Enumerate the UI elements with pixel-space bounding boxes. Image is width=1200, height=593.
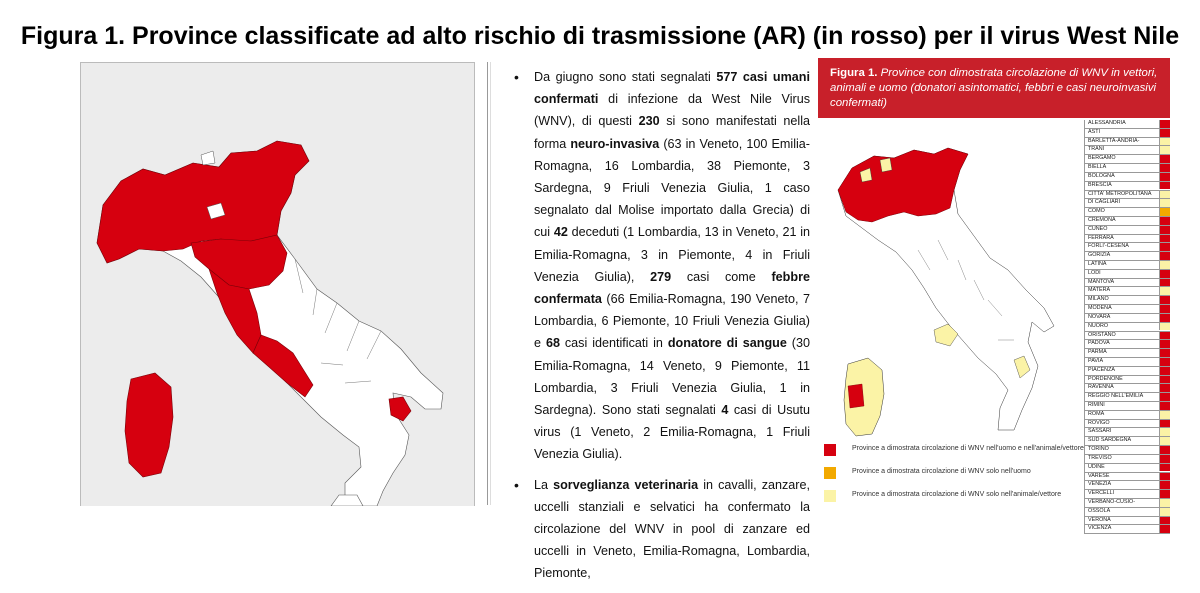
province-name: GORIZIA xyxy=(1088,252,1111,259)
province-row xyxy=(1084,428,1170,437)
province-status-swatch xyxy=(1159,182,1170,190)
province-row xyxy=(1084,155,1170,164)
province-name: LATINA xyxy=(1088,261,1107,267)
province-status-swatch xyxy=(1159,499,1170,507)
province-status-swatch xyxy=(1159,191,1170,199)
province-name: VICENZA xyxy=(1088,525,1112,532)
text-segment: febbre confermata xyxy=(534,269,810,307)
text-segment: sorveglianza veterinaria xyxy=(553,477,699,492)
province-row xyxy=(1084,508,1170,517)
province-name: PAVIA xyxy=(1088,357,1104,364)
province-status-swatch xyxy=(1159,235,1170,243)
text-segment: casi di Usutu virus (1 Veneto, 2 Emilia-Romagna, 1 Friuli Venezia Giulia). xyxy=(534,403,811,462)
province-status-swatch xyxy=(1159,164,1170,172)
province-name: RIMINI xyxy=(1088,402,1105,408)
province-status-swatch xyxy=(1159,473,1170,481)
text-segment: casi come xyxy=(671,269,772,284)
province-status-swatch xyxy=(1159,481,1170,489)
legend-label: Province a dimostrata circolazione di WNV solo nell'uomo xyxy=(852,468,1031,475)
province-row xyxy=(1084,279,1170,288)
human-cases-paragraph xyxy=(514,66,810,466)
province-name: MANTOVA xyxy=(1088,278,1115,285)
figure-legend xyxy=(822,442,1082,511)
province-status-swatch xyxy=(1159,437,1170,445)
italy-circulation-map-icon xyxy=(818,120,1080,438)
province-status-swatch xyxy=(1159,393,1170,401)
figure-label: Figura 1. xyxy=(830,67,878,79)
province-name: VERCELLI xyxy=(1088,490,1115,497)
province-row xyxy=(1084,367,1170,376)
province-name: ORISTANO xyxy=(1088,331,1116,338)
text-segment: si sono manifestati nella forma xyxy=(534,114,810,151)
legend-label: Province a dimostrata circolazione di WNV solo nell'animale/vettore xyxy=(852,491,1062,498)
province-row xyxy=(1084,120,1170,129)
province-row xyxy=(1084,332,1170,341)
province-status-swatch xyxy=(1159,314,1170,322)
province-row xyxy=(1084,340,1170,349)
text-segment: (30 Emilia-Romagna, 14 Veneto, 9 Piemonte, 11 Lombardia, 3 Friuli Venezia Giulia, 1 in Sardegna). Sono stati segnalati xyxy=(534,336,811,418)
province-row xyxy=(1084,208,1170,217)
province-row xyxy=(1084,261,1170,270)
province-name: FORLI'-CESENA xyxy=(1088,243,1129,250)
province-status-swatch xyxy=(1159,455,1170,463)
province-name: MATERA xyxy=(1088,287,1111,294)
text-segment: 279 xyxy=(650,269,672,284)
legend-swatch xyxy=(824,490,836,502)
province-status-swatch xyxy=(1159,508,1170,516)
province-row xyxy=(1084,173,1170,182)
text-segment: Da giugno sono stati segnalati xyxy=(534,70,717,84)
province-status-swatch xyxy=(1159,305,1170,313)
province-row xyxy=(1084,146,1170,155)
text-segment: 577 casi umani confermati xyxy=(534,70,810,107)
province-name: TRANI xyxy=(1088,146,1105,153)
summary-text-column xyxy=(514,66,810,593)
province-status-swatch xyxy=(1159,464,1170,472)
province-row xyxy=(1084,191,1170,200)
text-segment: neuro-invasiva xyxy=(570,136,660,151)
legend-entry xyxy=(822,488,1082,511)
province-row xyxy=(1084,270,1170,279)
province-name: MODENA xyxy=(1088,305,1112,312)
province-name: BARLETTA-ANDRIA- xyxy=(1088,137,1140,144)
province-row xyxy=(1084,129,1170,138)
province-status-swatch xyxy=(1159,517,1170,525)
province-name: MILANO xyxy=(1088,296,1109,303)
text-segment: 4 xyxy=(721,403,729,418)
province-status-swatch xyxy=(1159,155,1170,163)
italy-risk-map-icon xyxy=(81,63,474,506)
province-status-swatch xyxy=(1159,296,1170,304)
province-status-swatch xyxy=(1159,332,1170,340)
province-status-swatch xyxy=(1159,358,1170,366)
province-name: TREVISO xyxy=(1088,454,1112,461)
province-status-swatch xyxy=(1159,120,1170,128)
province-status-swatch xyxy=(1159,199,1170,207)
province-row xyxy=(1084,437,1170,446)
province-status-swatch xyxy=(1159,287,1170,295)
province-row xyxy=(1084,455,1170,464)
figure-header xyxy=(818,58,1170,118)
legend-label: Province a dimostrata circolazione di WNV nell'uomo e nell'animale/vettore xyxy=(852,445,1084,452)
province-status-swatch xyxy=(1159,490,1170,498)
province-row xyxy=(1084,473,1170,482)
province-name: BERGAMO xyxy=(1088,155,1116,162)
province-name: PIACENZA xyxy=(1088,366,1115,373)
province-row xyxy=(1084,358,1170,367)
province-status-swatch xyxy=(1159,252,1170,260)
province-status-swatch xyxy=(1159,367,1170,375)
province-status-swatch xyxy=(1159,446,1170,454)
legend-entry xyxy=(822,465,1082,488)
text-segment: 230 xyxy=(638,114,660,129)
sardinia-red-region xyxy=(125,373,173,477)
province-name: COMO xyxy=(1088,208,1105,215)
text-segment: di infezione da West Nile Virus (WNV), di questi xyxy=(534,92,810,129)
province-name: VENEZIA xyxy=(1088,481,1112,488)
province-name: CUNEO xyxy=(1088,225,1108,232)
province-row xyxy=(1084,252,1170,261)
province-status-swatch xyxy=(1159,349,1170,357)
province-status-swatch xyxy=(1159,208,1170,216)
province-name: BIELLA xyxy=(1088,164,1107,171)
province-row xyxy=(1084,349,1170,358)
province-row xyxy=(1084,243,1170,252)
province-name: ROVIGO xyxy=(1088,419,1110,426)
province-name: NOVARA xyxy=(1088,313,1111,320)
province-name: PADOVA xyxy=(1088,340,1110,347)
province-name: PARMA xyxy=(1088,349,1107,356)
province-row xyxy=(1084,481,1170,490)
province-status-swatch xyxy=(1159,138,1170,146)
province-name: ASTI xyxy=(1088,128,1100,135)
province-status-swatch xyxy=(1159,146,1170,154)
province-name: ALESSANDRIA xyxy=(1088,120,1126,126)
province-row xyxy=(1084,446,1170,455)
text-segment: in cavalli, zanzare, uccelli stanziali e selvatici ha confermato la circolazione del WNV in pool di zanzare ed uccelli in Veneto, Emilia-Romagna, Lombardia, Piemonte, xyxy=(534,477,810,581)
province-status-swatch xyxy=(1159,270,1170,278)
province-row xyxy=(1084,287,1170,296)
province-name: VERBANO-CUSIO- xyxy=(1088,498,1136,505)
province-status-swatch xyxy=(1159,428,1170,436)
province-row xyxy=(1084,402,1170,411)
province-row xyxy=(1084,164,1170,173)
province-row xyxy=(1084,182,1170,191)
province-row xyxy=(1084,411,1170,420)
province-name: NUORO xyxy=(1088,322,1109,329)
document-headline: Figura 1. Province classificate ad alto rischio di trasmissione (AR) (in rosso) per il virus West Nile xyxy=(20,22,1180,50)
legend-swatch xyxy=(824,467,836,479)
province-name: TORINO xyxy=(1088,446,1109,453)
province-name: BOLOGNA xyxy=(1088,172,1115,179)
province-status-swatch xyxy=(1159,129,1170,137)
text-segment: casi identificati in xyxy=(559,336,668,351)
province-status-swatch xyxy=(1159,261,1170,269)
province-name: CREMONA xyxy=(1088,216,1116,223)
province-row xyxy=(1084,199,1170,208)
province-name: ROMA xyxy=(1088,410,1105,417)
province-name: UDINE xyxy=(1088,463,1105,470)
province-row xyxy=(1084,420,1170,429)
province-status-swatch xyxy=(1159,525,1170,533)
province-name: SASSARI xyxy=(1088,428,1112,435)
province-status-swatch xyxy=(1159,279,1170,287)
province-status-swatch xyxy=(1159,340,1170,348)
province-row xyxy=(1084,490,1170,499)
text-segment: 68 xyxy=(545,336,560,351)
province-name: SUD SARDEGNA xyxy=(1088,437,1132,444)
left-map-panel xyxy=(80,62,475,506)
province-name: VARESE xyxy=(1088,472,1110,479)
text-segment: deceduti (1 Lombardia, 13 in Veneto, 21 in Emilia-Romagna, 3 in Piemonte, 4 in Friuli Venezia Giulia), xyxy=(534,225,810,284)
province-status-swatch xyxy=(1159,411,1170,419)
province-row xyxy=(1084,138,1170,147)
province-row xyxy=(1084,235,1170,244)
province-name: VERONA xyxy=(1088,516,1111,523)
province-row xyxy=(1084,376,1170,385)
province-name: BRESCIA xyxy=(1088,181,1112,188)
province-row xyxy=(1084,296,1170,305)
text-segment: La xyxy=(534,477,554,492)
text-segment: 42 xyxy=(553,225,568,240)
column-divider-shadow xyxy=(490,62,491,505)
province-status-swatch xyxy=(1159,226,1170,234)
province-status-swatch xyxy=(1159,420,1170,428)
province-name: FERRARA xyxy=(1088,234,1114,241)
circulation-figure xyxy=(818,58,1170,532)
province-name: DI CAGLIARI xyxy=(1088,199,1121,206)
figure-caption: Province con dimostrata circolazione di WNV in vettori, animali e uomo (donatori asintomatici, febbri e casi neuroinvasivi confermati) xyxy=(830,67,1158,109)
province-row xyxy=(1084,305,1170,314)
veterinary-surveillance-paragraph xyxy=(514,474,810,585)
province-name: LODI xyxy=(1088,269,1101,276)
province-row xyxy=(1084,393,1170,402)
column-divider xyxy=(487,62,488,505)
province-status-swatch xyxy=(1159,402,1170,410)
province-name: REGGIO NELL'EMILIA xyxy=(1088,393,1144,400)
province-status-swatch xyxy=(1159,376,1170,384)
text-segment: (66 Emilia-Romagna, 190 Veneto, 7 Lombardia, 6 Piemonte, 10 Friuli Venezia Giulia) e xyxy=(534,292,810,351)
province-name: RAVENNA xyxy=(1088,384,1114,391)
province-name: CITTA' METROPOLITANA xyxy=(1088,190,1152,197)
province-row xyxy=(1084,384,1170,393)
province-status-swatch xyxy=(1159,323,1170,331)
legend-swatch xyxy=(824,444,836,456)
province-row xyxy=(1084,226,1170,235)
province-row xyxy=(1084,517,1170,526)
text-segment: donatore di sangue xyxy=(667,336,787,351)
legend-entry xyxy=(822,442,1082,465)
province-status-swatch xyxy=(1159,217,1170,225)
province-row xyxy=(1084,525,1170,534)
province-status-swatch xyxy=(1159,384,1170,392)
province-row xyxy=(1084,217,1170,226)
province-name: PORDENONE xyxy=(1088,375,1123,382)
province-table xyxy=(1084,120,1170,534)
province-row xyxy=(1084,314,1170,323)
province-row xyxy=(1084,323,1170,332)
province-row xyxy=(1084,499,1170,508)
text-segment: (63 in Veneto, 100 Emilia-Romagna, 16 Lombardia, 38 Piemonte, 3 Sardegna, 9 Friuli Venezia Giulia, 1 caso segnalato dal Molise importato dalla Grecia) di cui xyxy=(534,136,810,240)
province-name: OSSOLA xyxy=(1088,507,1111,514)
province-status-swatch xyxy=(1159,243,1170,251)
province-status-swatch xyxy=(1159,173,1170,181)
province-row xyxy=(1084,464,1170,473)
